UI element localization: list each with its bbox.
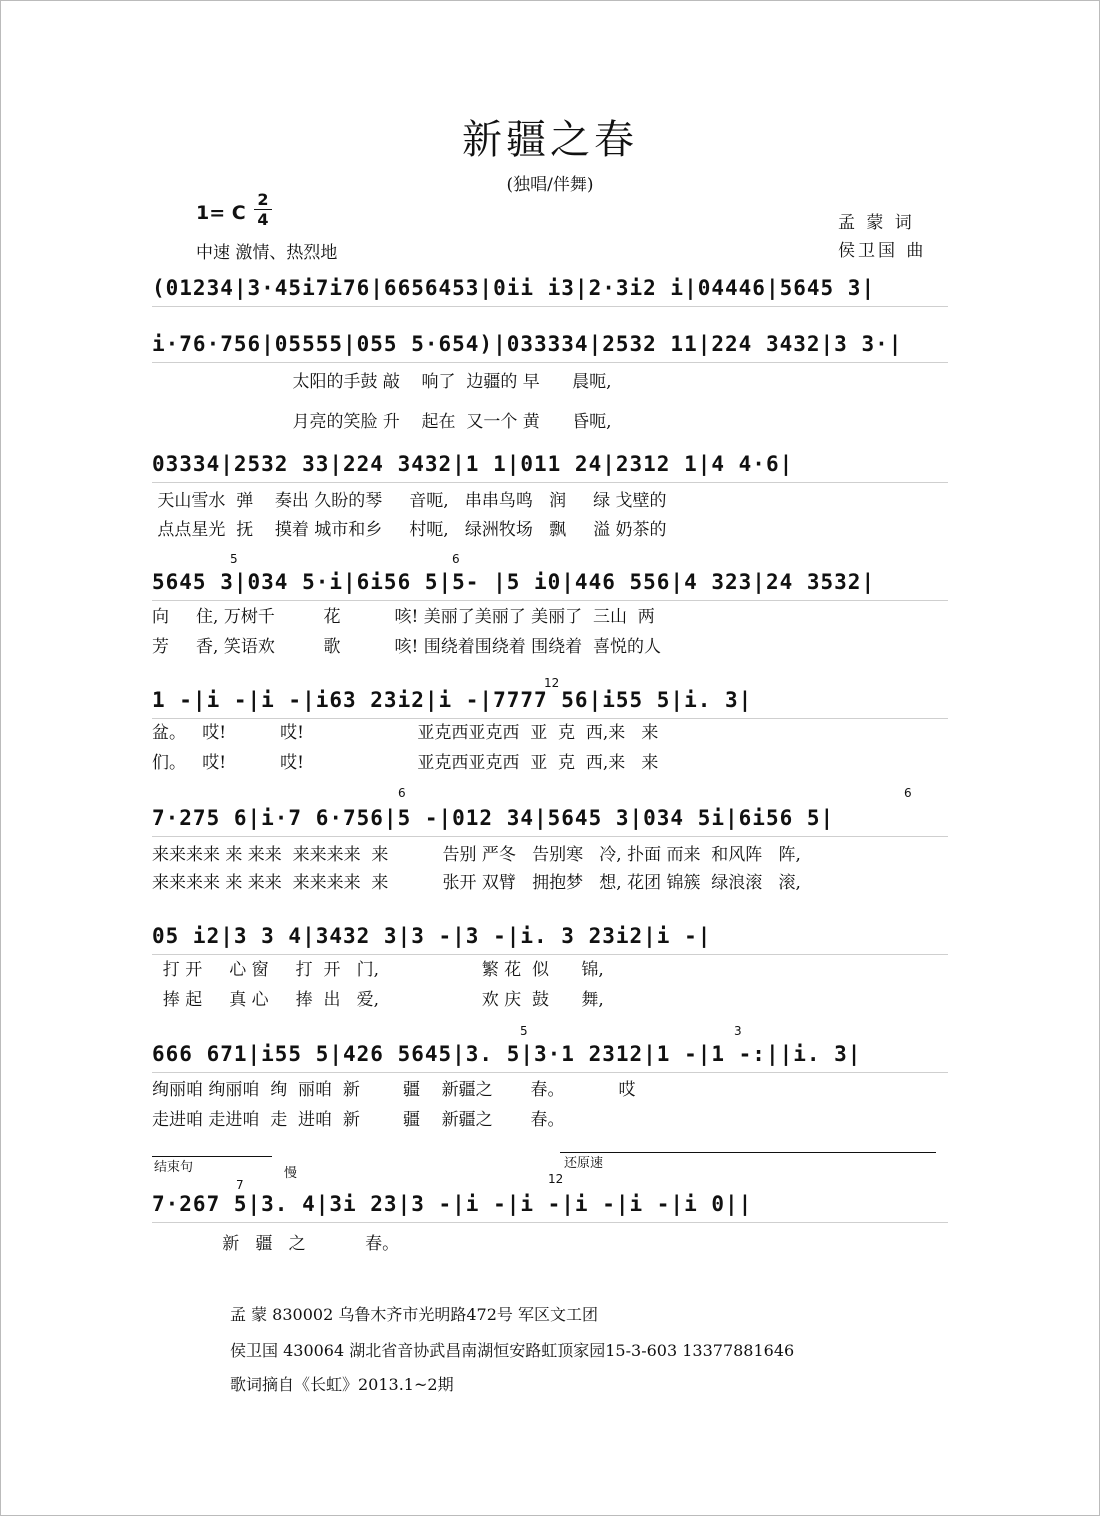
score-line-1-notes: (01234|3·45i7i76|6656453|0ii i3|2·3i2 i|04446|5645 3|	[152, 270, 948, 307]
time-signature	[254, 190, 272, 229]
score-line-2-lyrics-verse2: 月亮的笑脸 升 起在 又一个 黄 昏呃,	[152, 412, 612, 432]
footer-lyricist-address: 孟 蒙 830002 乌鲁木齐市光明路472号 军区文工团	[230, 1305, 598, 1324]
score-line-8-lyrics-verse2: 走进咱 走进咱 走 进咱 新 疆 新疆之 春。	[152, 1110, 565, 1130]
song-title: 新疆之春	[462, 117, 638, 163]
score-line-4-lyrics-verse2: 芳 香, 笑语欢 歌 咳! 围绕着围绕着 围绕着 喜悦的人	[152, 637, 661, 657]
score-line-8-lyrics-verse1: 绚丽咱 绚丽咱 绚 丽咱 新 疆 新疆之 春。 哎	[152, 1080, 636, 1100]
grace-note-5: 5	[230, 552, 238, 566]
grace-note-6-b: 6	[398, 786, 406, 800]
composer-credit: 侯卫国 曲	[838, 241, 927, 261]
score-line-2-notes: i·76·756|05555|055 5·654)|033334|2532 11|224 3432|3 3·|	[152, 326, 948, 363]
restore-tempo-label: 还原速	[564, 1156, 604, 1171]
score-line-7-lyrics-verse2: 捧 起 真 心 捧 出 爱, 欢 庆 鼓 舞,	[152, 990, 604, 1010]
score-line-2-lyrics-verse1: 太阳的手鼓 敲 响了 边疆的 早 晨呃,	[152, 372, 612, 392]
score-line-6-lyrics-verse1: 来来来来 来 来来 来来来来 来 告别 严冬 告别寒 冷, 扑面 而来 和风阵 阵,	[152, 845, 801, 865]
score-line-9-notes: 7·267 5|3. 4|3i 23|3 -|i -|i -|i -|i -|i 0||	[152, 1186, 948, 1223]
grace-note-5-b: 5	[520, 1024, 528, 1038]
score-line-7-notes: 05 i2|3 3 4|3432 3|3 -|3 -|i. 3 23i2|i -|	[152, 918, 948, 955]
grace-note-12-a: 12	[544, 676, 560, 690]
score-line-4-notes: 5645 3|034 5·i|6i56 5|5- |5 i0|446 556|4 323|24 3532|	[152, 564, 948, 601]
grace-note-7: 7	[236, 1178, 244, 1192]
score-line-7-lyrics-verse1: 打 开 心 窗 打 开 门, 繁 花 似 锦,	[152, 960, 604, 980]
score-line-5-lyrics-verse2: 们。 哎! 哎! 亚克西亚克西 亚 克 西,来 来	[152, 753, 659, 773]
score-line-5-lyrics-verse1: 盆。 哎! 哎! 亚克西亚克西 亚 克 西,来 来	[152, 723, 659, 743]
grace-note-12-b: 12	[548, 1172, 564, 1186]
restore-tempo-bracket	[560, 1152, 936, 1153]
footer-source: 歌词摘自《长虹》2013.1~2期	[230, 1375, 454, 1394]
grace-note-6: 6	[452, 552, 460, 566]
grace-note-3: 3	[734, 1024, 742, 1038]
tempo-marking: 中速 激情、热烈地	[196, 243, 338, 263]
score-line-8-notes: 666 671|i55 5|426 5645|3. 5|3·1 2312|1 -|1 -:||i. 3|	[152, 1036, 948, 1073]
slow-label: 慢	[284, 1166, 298, 1181]
score-line-6-notes: 7·275 6|i·7 6·756|5 -|012 34|5645 3|034 5i|6i56 5|	[152, 800, 948, 837]
score-line-3-notes: 03334|2532 33|224 3432|1 1|011 24|2312 1|4 4·6|	[152, 446, 948, 483]
score-line-5-notes: 1 -|i -|i -|i63 23i2|i -|7777 56|i55 5|i. 3|	[152, 682, 948, 719]
score-line-3-lyrics-verse2: 点点星光 抚 摸着 城市和乡 村呃, 绿洲牧场 飘 溢 奶茶的	[152, 520, 667, 540]
key-signature: 1= C	[196, 202, 246, 224]
score-line-3-lyrics-verse1: 天山雪水 弹 奏出 久盼的琴 音呃, 串串鸟鸣 润 绿 戈壁的	[152, 491, 667, 511]
time-signature-bottom: 4	[254, 209, 272, 229]
ending-label: 结束句	[154, 1160, 194, 1175]
score-line-4-lyrics-verse1: 向 住, 万树千 花 咳! 美丽了美丽了 美丽了 三山 两	[152, 607, 655, 627]
grace-note-6-c: 6	[904, 786, 912, 800]
score-line-9-lyrics-verse1: 新 疆 之 春。	[152, 1234, 400, 1254]
footer-composer-address: 侯卫国 430064 湖北省音协武昌南湖恒安路虹顶家园15-3-603 13377881646	[230, 1341, 795, 1360]
score-line-6-lyrics-verse2: 来来来来 来 来来 来来来来 来 张开 双臂 拥抱梦 想, 花团 锦簇 绿浪滚 滚,	[152, 873, 801, 893]
song-subtitle: (独唱/伴舞)	[506, 175, 594, 195]
lyricist-credit: 孟 蒙 词	[838, 213, 915, 233]
time-signature-top: 2	[257, 190, 269, 209]
